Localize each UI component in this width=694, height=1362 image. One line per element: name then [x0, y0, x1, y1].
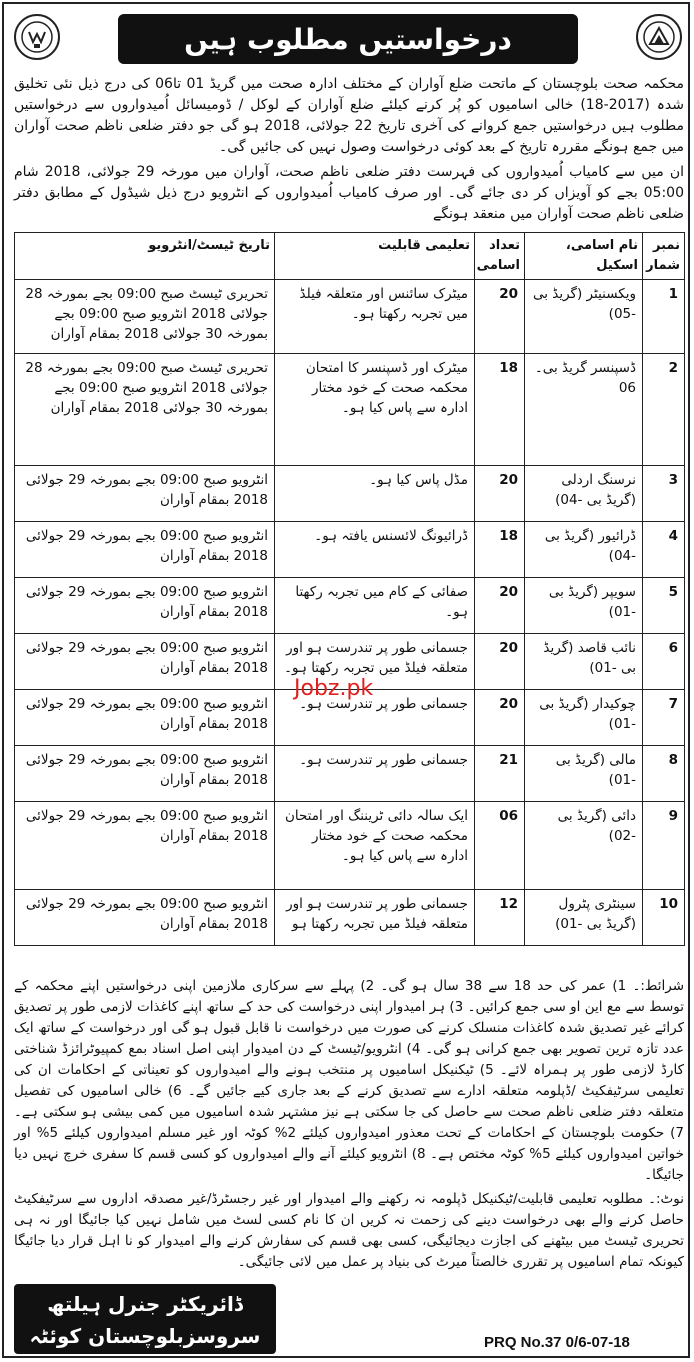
post-name: ڈسپنسر گریڈ بی۔06: [525, 354, 643, 466]
row-number: 4: [643, 522, 685, 578]
qualification: جسمانی طور پر تندرست ہو۔: [275, 690, 475, 746]
row-number: 10: [643, 890, 685, 946]
row-number: 9: [643, 802, 685, 890]
watermark: Jobz.pk: [294, 676, 374, 701]
qualification: صفائی کے کام میں تجربہ رکھتا ہو۔: [275, 578, 475, 634]
table-row: [15, 746, 685, 802]
intro-paragraph-2: ان میں سے کامیاب اُمیدواروں کی فہرست دفتر ضلعی ناظم صحت، آواران میں مورخہ 29 جولائی، 2018 شام 05:00 بجے کو آویزاں کر دی جائے گی۔ اور صرف کامیاب اُمیدواروں کے انٹرویو درج ذیل شیڈول کے مطابق دفتر ضلعی ناظم صحت آواران میں منعقد ہونگے: [14, 164, 684, 222]
signature-line-1: ڈائریکٹر جنرل ہیلتھ: [47, 1292, 243, 1316]
conditions-text: [14, 976, 684, 1276]
post-count: 18: [475, 522, 525, 578]
qualification: میٹرک سائنس اور متعلقہ فیلڈ میں تجربہ رکھتا ہو۔: [275, 280, 475, 354]
prq-number: PRQ No.37 0/6-07-18: [484, 1334, 630, 1351]
post-count: 20: [475, 578, 525, 634]
advertisement-page: [2, 2, 690, 1358]
row-number: 6: [643, 634, 685, 690]
health-department-logo-icon: [14, 14, 60, 60]
post-name: چوکیدار (گریڈ بی -01): [525, 690, 643, 746]
schedule: انٹرویو صبح 09:00 بجے بمورخہ 29 جولائی 2018 بمقام آواران: [15, 802, 275, 890]
post-count: 20: [475, 690, 525, 746]
note-paragraph: نوٹ:۔ مطلوبہ تعلیمی قابلیت/ٹیکنیکل ڈپلومہ نہ رکھنے والے امیدوار اور غیر رجسٹرڈ/غیر مصدقہ اداروں سے سرٹیفکیٹ حاصل کرنے والے بھی درخواست دینے کی زحمت نہ کریں ان کا نام کسی لسٹ میں شامل نہیں کیا جائیگا اور نہ ہی تحریری ٹیسٹ میں بیٹھنے کی اجازت دیجائیگی، کسی بھی قسم کی سفارش کرنے والے امیدوار کو نا اہل قرار دیا جائیگا کیونکہ تمام اسامیوں پر تقرری خالصتاً میرٹ کی بنیاد پر عمل میں لائی جائیگی۔: [14, 1191, 684, 1270]
intro-text: [14, 74, 684, 229]
schedule: انٹرویو صبح 09:00 بجے بمورخہ 29 جولائی 2018 بمقام آواران: [15, 634, 275, 690]
post-count: 12: [475, 890, 525, 946]
schedule: انٹرویو صبح 09:00 بجے بمورخہ 29 جولائی 2018 بمقام آواران: [15, 522, 275, 578]
post-name: ویکسنیٹر (گریڈ بی -05): [525, 280, 643, 354]
table-header-row: [15, 233, 685, 280]
post-count: 20: [475, 280, 525, 354]
schedule: انٹرویو صبح 09:00 بجے بمورخہ 29 جولائی 2018 بمقام آواران: [15, 578, 275, 634]
government-of-balochistan-emblem-icon: [636, 14, 682, 60]
qualification: جسمانی طور پر تندرست ہو۔: [275, 746, 475, 802]
header: [10, 10, 686, 68]
schedule: انٹرویو صبح 09:00 بجے بمورخہ 29 جولائی 2018 بمقام آواران: [15, 746, 275, 802]
qualification: ایک سالہ دائی ٹریننگ اور امتحان محکمہ صحت کے خود مختار ادارہ سے پاس کیا ہو۔: [275, 802, 475, 890]
signature-line-2: سروسزبلوچستان کوئٹہ: [29, 1324, 261, 1348]
post-name: نائب قاصد (گریڈ بی -01): [525, 634, 643, 690]
table-row: [15, 280, 685, 354]
row-number: 5: [643, 578, 685, 634]
post-name: نرسنگ اردلی (گریڈ بی -04): [525, 466, 643, 522]
table-row: [15, 890, 685, 946]
row-number: 7: [643, 690, 685, 746]
qualification: جسمانی طور پر تندرست ہو اور متعلقہ فیلڈ میں تجربہ رکھتا ہو: [275, 890, 475, 946]
post-count: 18: [475, 354, 525, 466]
column-header-no: نمبر شمار: [643, 233, 685, 280]
signature-block: [14, 1284, 276, 1354]
table-row: [15, 578, 685, 634]
vacancies-table: [14, 232, 685, 946]
post-name: مالی (گریڈ بی -01): [525, 746, 643, 802]
schedule: انٹرویو صبح 09:00 بجے بمورخہ 29 جولائی 2018 بمقام آواران: [15, 690, 275, 746]
intro-paragraph-1: محکمہ صحت بلوچستان کے ماتحت ضلع آواران کے مختلف ادارہ صحت میں گریڈ 01 تا06 کی درج ذیل نئی تخلیق شدہ (2017-18) خالی اسامیوں کو پُر کرنے کیلئے ضلع آواران کے لوکل / ڈومیسائل اُمیدواروں سے درخواستیں مطلوب ہیں درخواستیں جمع کروانے کی آخری تاریخ 22 جولائی، 2018 ہو گی جو دفتر ضلعی ناظم صحت آواران میں جمع ہونگے مقررہ تاریخ کے بعد کوئی درخواست وصول نہیں کی جائیں گی۔: [14, 76, 684, 155]
qualification: جسمانی طور پر تندرست ہو اور متعلقہ فیلڈ میں تجربہ رکھتا ہو۔: [275, 634, 475, 690]
table-row: [15, 466, 685, 522]
column-header-qty: تعداد اسامی: [475, 233, 525, 280]
schedule: تحریری ٹیسٹ صبح 09:00 بجے بمورخہ 28 جولائی 2018 انٹرویو صبح 09:00 بجے بمورخہ 30 جولائی 2018 بمقام آواران: [15, 354, 275, 466]
post-name: دائی (گریڈ بی -02): [525, 802, 643, 890]
post-name: سویپر (گریڈ بی -01): [525, 578, 643, 634]
qualification: مڈل پاس کیا ہو۔: [275, 466, 475, 522]
post-count: 20: [475, 634, 525, 690]
schedule: انٹرویو صبح 09:00 بجے بمورخہ 29 جولائی 2018 بمقام آواران: [15, 466, 275, 522]
row-number: 2: [643, 354, 685, 466]
terms-paragraph: شرائط:۔ 1) عمر کی حد 18 سے 38 سال ہو گی۔ 2) پہلے سے سرکاری ملازمین اپنی درخواستیں اپنے محکمہ کے توسط سے مع این او سی جمع کرائیں۔ 3) ہر امیدوار اپنی درخواست کی حد کے ساتھ اپنے کاغذات لازمی طور پر تصدیق کرائے غیر تصدیق شدہ کاغذات منسلک کرنے کی صورت میں درخواست نا قابل قبول ہو گی اور درخواست کے ساتھ ایک عدد تازہ ترین تصویر بھی جمع کرانی ہو گی۔ 4) انٹرویو/ٹیسٹ کے دن امیدوار اپنی اصل اسناد بمع کمپیوٹرائزڈ شناختی کارڈ لازمی طور پر ہمراہ لائے۔ 5) ٹیکنیکل اسامیوں پر منتخب ہونے والے امیدواروں کو تعیناتی کے احکامات ان کی تعلیمی سرٹیفکیٹ /ڈپلومہ متعلقہ ادارے سے تصدیق کرنے کے بعد جاری کیے جائیں گے۔ 6) خالی اسامیوں کی تفصیل متعلقہ دفتر ضلعی ناظم صحت سے حاصل کی جا سکتی ہے نیز مشتہر شدہ اسامیوں میں کمی بیشی ہو سکتی ہے۔ 7) حکومت بلوچستان کے احکامات کے تحت معذور امیدواروں کیلئے 2% کوٹہ اور غیر مسلم امیدواروں کیلئے 5% اور خواتین امیدواروں کیلئے 5% کوٹہ مختص ہے۔ 8) انٹرویو کیلئے آنے والے امیدواروں کو کسی قسم کا سفری خرچ نہیں دیا جائیگا۔: [14, 978, 685, 1183]
column-header-schedule: تاریخ ٹیسٹ/انٹرویو: [15, 233, 275, 280]
row-number: 3: [643, 466, 685, 522]
page-title: درخواستیں مطلوب ہیں: [118, 14, 578, 64]
schedule: انٹرویو صبح 09:00 بجے بمورخہ 29 جولائی 2018 بمقام آواران: [15, 890, 275, 946]
column-header-qualification: تعلیمی قابلیت: [275, 233, 475, 280]
table-row: [15, 522, 685, 578]
row-number: 1: [643, 280, 685, 354]
qualification: میٹرک اور ڈسپنسر کا امتحان محکمہ صحت کے خود مختار ادارہ سے پاس کیا ہو۔: [275, 354, 475, 466]
schedule: تحریری ٹیسٹ صبح 09:00 بجے بمورخہ 28 جولائی 2018 انٹرویو صبح 09:00 بجے بمورخہ 30 جولائی 2018 بمقام آواران: [15, 280, 275, 354]
post-name: سینٹری پٹرول (گریڈ بی -01): [525, 890, 643, 946]
row-number: 8: [643, 746, 685, 802]
post-count: 06: [475, 802, 525, 890]
post-name: ڈرائیور (گریڈ بی -04): [525, 522, 643, 578]
qualification: ڈرائیونگ لائسنس یافتہ ہو۔: [275, 522, 475, 578]
table-row: [15, 802, 685, 890]
column-header-post: نام اسامی، اسکیل: [525, 233, 643, 280]
table-row: [15, 354, 685, 466]
post-count: 21: [475, 746, 525, 802]
post-count: 20: [475, 466, 525, 522]
